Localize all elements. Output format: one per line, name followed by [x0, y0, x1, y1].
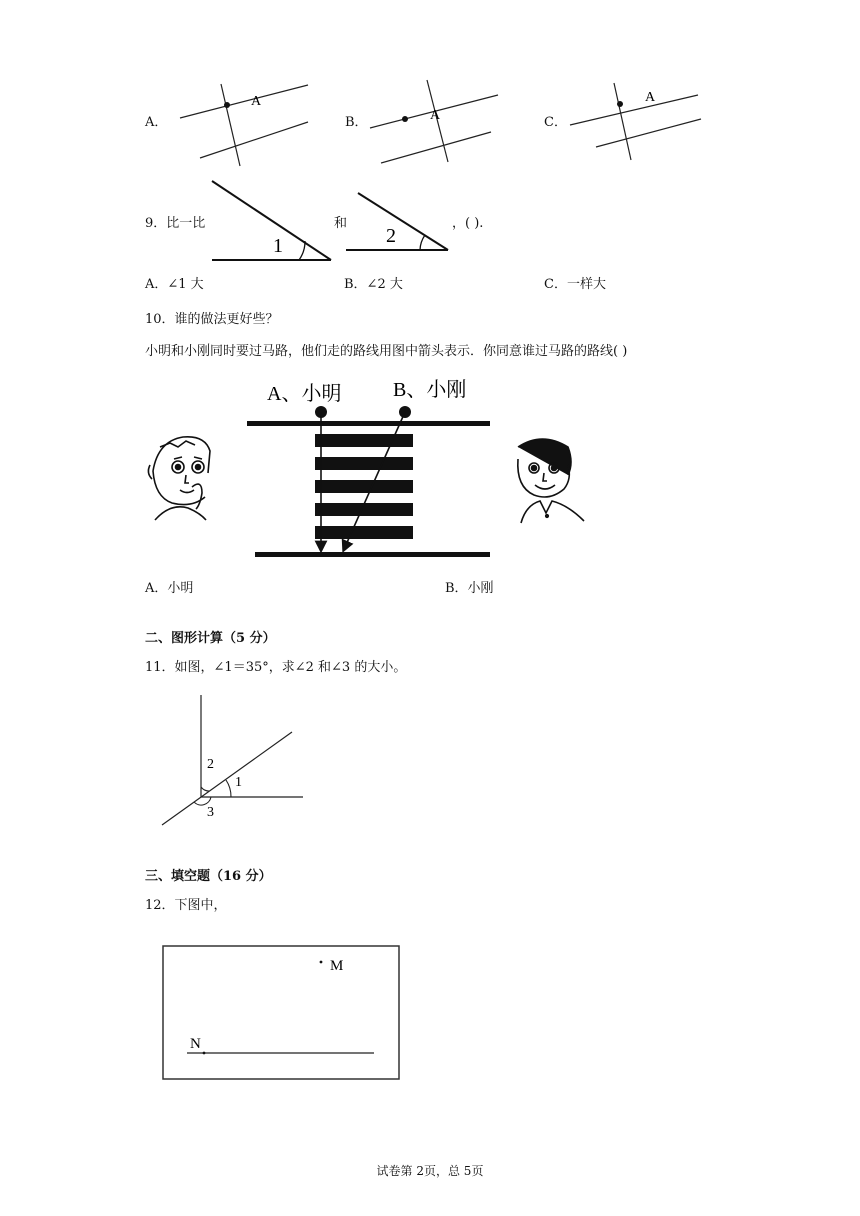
q9-angle2-label: 2 — [386, 225, 396, 247]
q9-option-a: A．∠1 大 — [145, 277, 204, 292]
xiaogang-figure — [518, 439, 584, 523]
q8-option-c-label: C． — [544, 115, 567, 130]
q9-angle1-figure — [210, 178, 338, 266]
q9-prefix: 9．比一比 — [145, 216, 206, 231]
q8-b-point-label: A — [430, 108, 441, 123]
q9-answer-paren: ，( ). — [452, 216, 484, 231]
q9-option-b: B．∠2 大 — [344, 277, 403, 292]
q8-option-b-label: B． — [345, 115, 368, 130]
q10-option-b: B．小刚 — [445, 581, 494, 596]
q9-option-c: C．一样大 — [544, 277, 606, 292]
q12-statement: 12．下图中， — [145, 898, 227, 913]
q9-angle1-label: 1 — [273, 235, 283, 257]
q10-title: 10．谁的做法更好些？ — [145, 312, 279, 327]
q11-angle1-label: 1 — [235, 775, 242, 790]
xiaoming-figure — [148, 437, 210, 520]
q11-angle-figure — [158, 690, 303, 830]
q8-c-point-label: A — [645, 90, 656, 105]
q11-statement: 11．如图，∠1＝35°，求∠2 和∠3 的大小。 — [145, 660, 407, 675]
section-2-heading: 二、图形计算（5 分） — [145, 631, 276, 646]
q8-a-point-label: A — [251, 94, 262, 109]
section-3-heading: 三、填空题（16 分） — [145, 869, 272, 884]
q8-option-a-figure — [175, 80, 315, 170]
q12-point-m: M — [330, 958, 344, 974]
q10-label-xiaogang: B、小刚 — [393, 379, 467, 401]
q12-point-n: N — [190, 1036, 201, 1052]
q8-option-a-label: A． — [145, 115, 168, 130]
q8-option-b-figure — [368, 80, 503, 170]
q11-angle2-label: 2 — [207, 757, 214, 772]
q10-label-xiaoming: A、小明 — [267, 383, 342, 405]
q8-option-c-figure — [565, 80, 705, 165]
q12-figure — [162, 945, 402, 1081]
q10-statement: 小明和小刚同时要过马路，他们走的路线用图中箭头表示．你同意谁过马路的路线( ) — [145, 344, 628, 359]
q10-option-a: A．小明 — [145, 581, 194, 596]
q11-angle3-label: 3 — [207, 805, 214, 820]
page-footer: 试卷第 2页，总 5页 — [376, 1164, 484, 1178]
q9-angle2-figure — [344, 190, 454, 256]
q10-crossing-figure — [150, 375, 590, 565]
q9-and: 和 — [334, 216, 348, 231]
